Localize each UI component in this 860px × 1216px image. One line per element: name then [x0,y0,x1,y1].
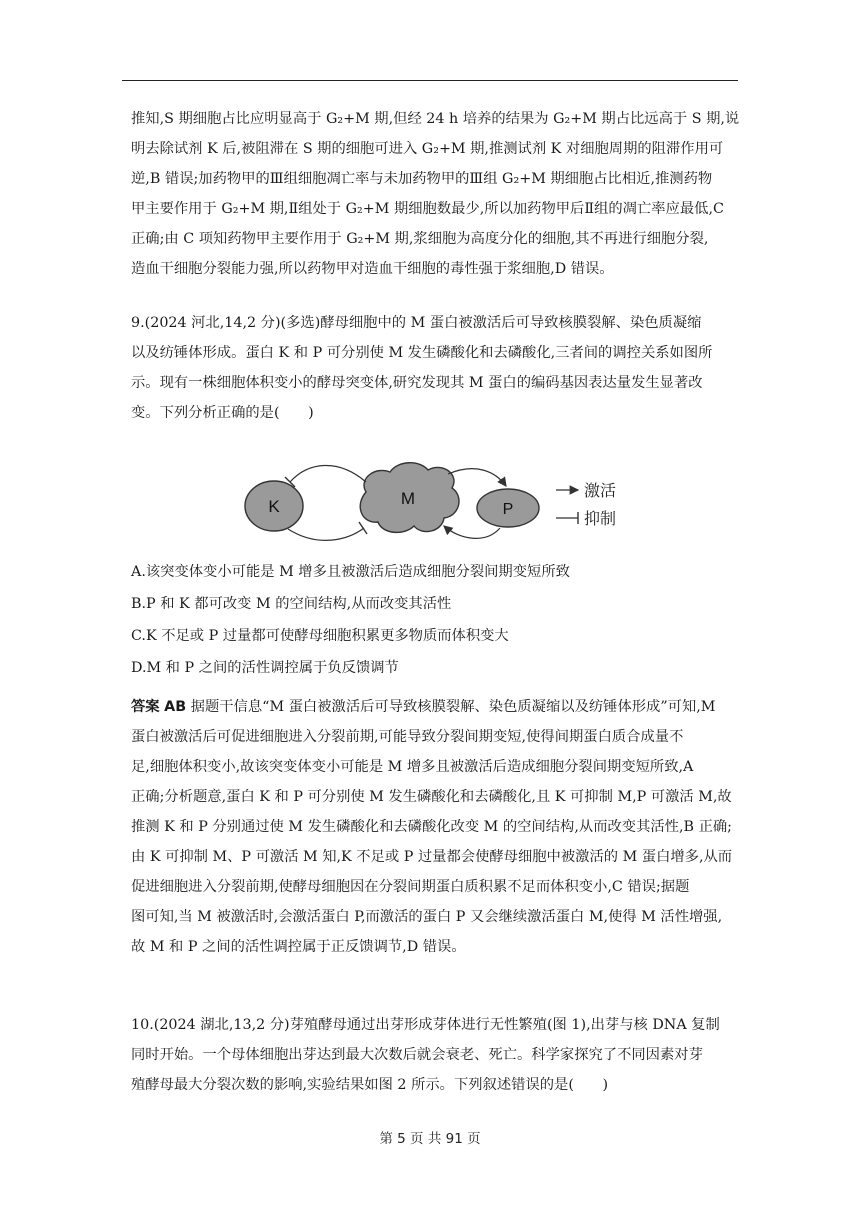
answer-label: 答案 [131,699,160,715]
text-line: 甲主要作用于 G₂+M 期,Ⅱ组处于 G₂+M 期细胞数最少,所以加药物甲后Ⅱ组的凋亡率应最低,C [131,201,724,217]
edge-p-activate-m [444,526,500,538]
text-line: 明去除试剂 K 后,被阻滞在 S 期的细胞可进入 G₂+M 期,推测试剂 K 对细胞周期的阻滞作用可 [131,141,724,157]
text-line: 推测 K 和 P 分别通过使 M 发生磷酸化和去磷酸化改变 M 的空间结构,从而改变其活性,B 正确; [131,819,732,835]
text-line: 蛋白被激活后可促进细胞进入分裂前期,可能导致分裂间期变短,使得间期蛋白质合成量不 [131,729,684,745]
text-line: 促进细胞进入分裂前期,使酵母细胞因在分裂间期蛋白质积累不足而体积变小,C 错误;据题 [131,879,690,895]
edge-k-inhibit-m-bottom [288,528,364,540]
node-p-label: P [502,501,514,518]
text-line: 示。现有一株细胞体积变小的酵母突变体,研究发现其 M 蛋白的编码基因表达量发生显著改 [131,375,703,391]
question-10-stem [131,1010,735,1100]
node-k-label: K [268,497,280,516]
text-line: 造血干细胞分裂能力强,所以药物甲对造血干细胞的毒性强于浆细胞,D 错误。 [131,261,614,277]
text-line: 由 K 可抑制 M、P 可激活 M 知,K 不足或 P 过量都会使酵母细胞中被激活的 M 蛋白增多,从而 [131,849,733,865]
text-line: 足,细胞体积变小,故该突变体变小可能是 M 增多且被激活后造成细胞分裂间期变短所致,A [131,759,694,775]
text-line: 图可知,当 M 被激活时,会激活蛋白 P,而激活的蛋白 P 又会继续激活蛋白 M,使得 M 活性增强, [131,909,723,925]
prev-answer-paragraph [131,104,740,284]
text-line: 殖酵母最大分裂次数的影响,实验结果如图 2 所示。下列叙述错误的是( ) [131,1077,609,1093]
answer-9-paragraph [131,692,735,962]
question-9-stem [131,308,735,428]
text-line: 据题干信息“M 蛋白被激活后可导致核膜裂解、染色质凝缩以及纺锤体形成”可知,M [190,699,716,715]
legend-inhibit-label: 抑制 [584,511,617,528]
text-line: 9.(2024 河北,14,2 分)(多选)酵母细胞中的 M 蛋白被激活后可导致核膜裂解、染色质凝缩 [131,315,702,331]
answer-first-line [131,692,735,722]
text-line: 推知,S 期细胞占比应明显高于 G₂+M 期,但经 24 h 培养的结果为 G₂+M 期占比远高于 S 期,说 [131,111,740,127]
text-line: 正确;分析题意,蛋白 K 和 P 可分别使 M 发生磷酸化和去磷酸化,且 K 可抑制 M,P 可激活 M,故 [131,789,732,805]
header-rule [122,80,738,81]
text-line: 逆,B 错误;加药物甲的Ⅲ组细胞凋亡率与未加药物甲的Ⅲ组 G₂+M 期细胞占比相近,推测药物 [131,171,713,187]
inhibit-bar [359,522,367,534]
answer-key: AB [164,699,187,715]
option-c: C.K 不足或 P 过量都可使酵母细胞积累更多物质而体积变大 [131,628,509,644]
question-9-options [131,557,735,685]
option-b: B.P 和 K 都可改变 M 的空间结构,从而改变其活性 [131,596,452,612]
text-line: 故 M 和 P 之间的活性调控属于正反馈调节,D 错误。 [131,939,466,955]
option-d: D.M 和 P 之间的活性调控属于负反馈调节 [131,660,399,676]
text-line: 同时开始。一个母体细胞出芽达到最大次数后就会衰老、死亡。科学家探究了不同因素对芽 [131,1047,703,1063]
node-m-label: M [400,489,416,508]
text-line: 正确;由 C 项知药物甲主要作用于 G₂+M 期,浆细胞为高度分化的细胞,其不再进行细胞分裂, [131,231,709,247]
legend-activate-label: 激活 [584,483,617,500]
text-line: 以及纺锤体形成。蛋白 K 和 P 可分别使 M 发生磷酸化和去磷酸化,三者间的调控关系如图所 [131,345,713,361]
text-line: 10.(2024 湖北,13,2 分)芽殖酵母通过出芽形成芽体进行无性繁殖(图 1),出芽与核 DNA 复制 [131,1017,720,1033]
option-a: A.该突变体变小可能是 M 增多且被激活后造成细胞分裂间期变短所致 [131,564,570,580]
text-line: 变。下列分析正确的是( ) [131,405,314,421]
edge-m-inhibit-k-top [290,465,366,482]
edge-m-activate-p [448,469,506,486]
page-footer: 第 5 页 共 91 页 [379,1131,481,1147]
regulation-diagram [238,440,658,550]
